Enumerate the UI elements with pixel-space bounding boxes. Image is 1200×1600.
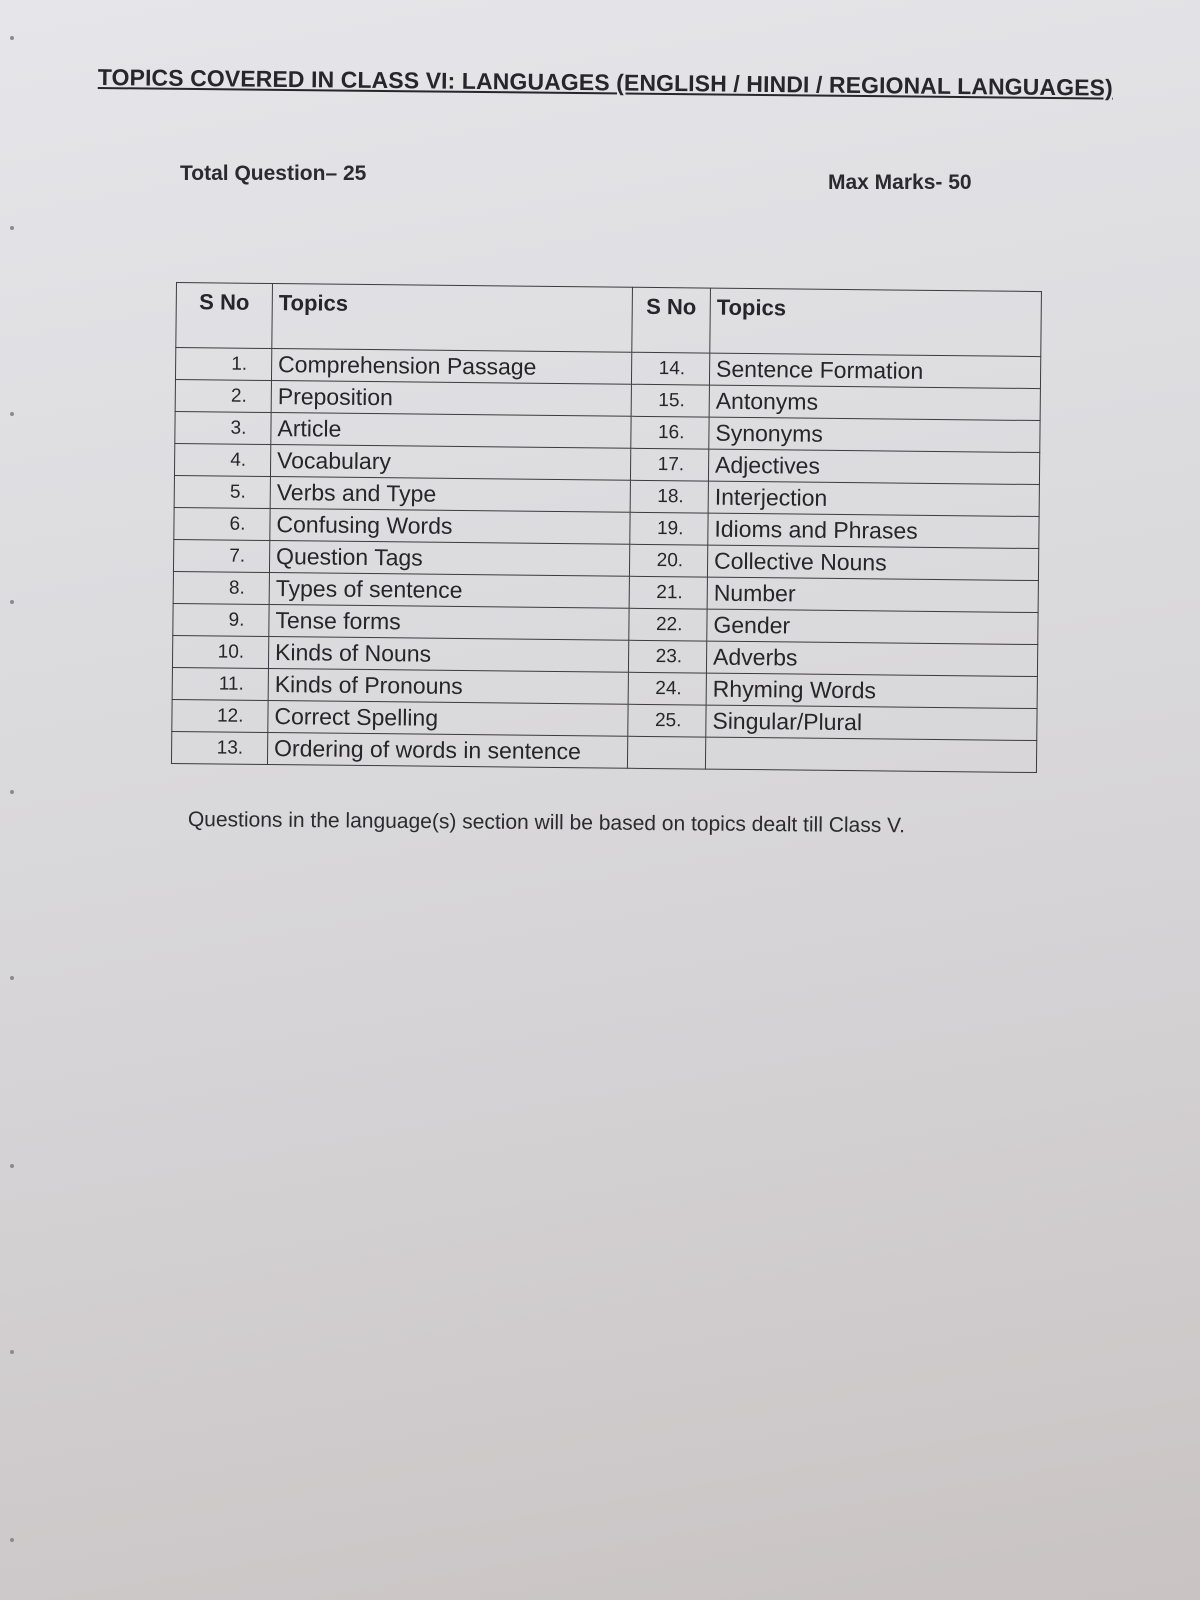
sno-cell: 12. (172, 699, 268, 732)
topic-cell: Rhyming Words (706, 673, 1037, 708)
topic-cell: Number (707, 577, 1038, 612)
topic-cell: Ordering of words in sentence (267, 732, 627, 768)
footnote: Questions in the language(s) section will be based on topics dealt till Class V. (187, 808, 906, 838)
header-sno-right: S No (632, 287, 711, 353)
sno-cell: 24. (628, 672, 706, 705)
topic-cell: Article (271, 413, 631, 449)
sno-cell: 3. (175, 411, 271, 444)
sno-cell: 2. (175, 379, 271, 412)
topic-cell: Sentence Formation (709, 353, 1040, 388)
total-questions: Total Question– 25 (180, 162, 367, 185)
topic-cell: Collective Nouns (707, 545, 1038, 580)
sno-cell: 11. (172, 667, 268, 700)
binder-hole-mark (10, 976, 14, 980)
topic-cell: Comprehension Passage (271, 349, 631, 385)
topic-cell: Gender (707, 609, 1038, 644)
topic-cell: Confusing Words (270, 508, 630, 544)
topic-cell: Question Tags (269, 540, 629, 576)
sno-cell: 6. (174, 507, 270, 540)
topic-cell: Types of sentence (269, 572, 629, 608)
sno-cell: 5. (174, 475, 270, 508)
topics-table (171, 282, 1042, 773)
sno-cell: 18. (630, 480, 708, 513)
binder-hole-mark (10, 226, 14, 230)
sno-cell: 9. (173, 603, 269, 636)
max-marks: Max Marks- 50 (828, 171, 972, 194)
binder-hole-mark (10, 1164, 14, 1168)
binder-hole-mark (10, 412, 14, 416)
sno-cell: 20. (629, 544, 707, 577)
topics-table-container (171, 282, 1041, 773)
sno-cell (627, 736, 705, 769)
sno-cell: 13. (171, 731, 267, 764)
topic-cell: Antonyms (709, 385, 1040, 420)
topic-cell: Kinds of Pronouns (268, 668, 628, 704)
topic-cell: Interjection (708, 481, 1039, 516)
sno-cell: 14. (631, 352, 709, 385)
sno-cell: 25. (628, 704, 706, 737)
sno-cell: 8. (173, 571, 269, 604)
sno-cell: 23. (628, 640, 706, 673)
binder-hole-mark (10, 600, 14, 604)
binder-hole-mark (10, 790, 14, 794)
binder-hole-mark (10, 36, 14, 40)
binder-hole-mark (10, 1538, 14, 1542)
sno-cell: 7. (173, 539, 269, 572)
topic-cell: Synonyms (709, 417, 1040, 452)
topic-cell: Vocabulary (270, 445, 630, 481)
topic-cell (705, 737, 1036, 772)
topic-cell: Idioms and Phrases (708, 513, 1039, 548)
sno-cell: 10. (172, 635, 268, 668)
sno-cell: 22. (629, 608, 707, 641)
topic-cell: Adjectives (708, 449, 1039, 484)
topic-cell: Preposition (271, 381, 631, 417)
topic-cell: Tense forms (269, 604, 629, 640)
topic-cell: Correct Spelling (268, 700, 628, 736)
sno-cell: 15. (631, 384, 709, 417)
header-topics-left: Topics (272, 284, 633, 353)
topic-cell: Singular/Plural (706, 705, 1037, 740)
document-title: TOPICS COVERED IN CLASS VI: LANGUAGES (ENGLISH / HINDI / REGIONAL LANGUAGES) (97, 64, 1113, 101)
sno-cell: 21. (629, 576, 707, 609)
sno-cell: 1. (175, 348, 271, 381)
sno-cell: 19. (630, 512, 708, 545)
topic-cell: Adverbs (706, 641, 1037, 676)
binder-hole-mark (10, 1350, 14, 1354)
topic-cell: Kinds of Nouns (268, 636, 628, 672)
sno-cell: 17. (630, 448, 708, 481)
table-header-row (176, 283, 1042, 357)
topic-cell: Verbs and Type (270, 476, 630, 512)
sno-cell: 4. (174, 443, 270, 476)
header-sno-left: S No (176, 283, 273, 349)
header-topics-right: Topics (710, 288, 1042, 356)
sno-cell: 16. (631, 416, 709, 449)
